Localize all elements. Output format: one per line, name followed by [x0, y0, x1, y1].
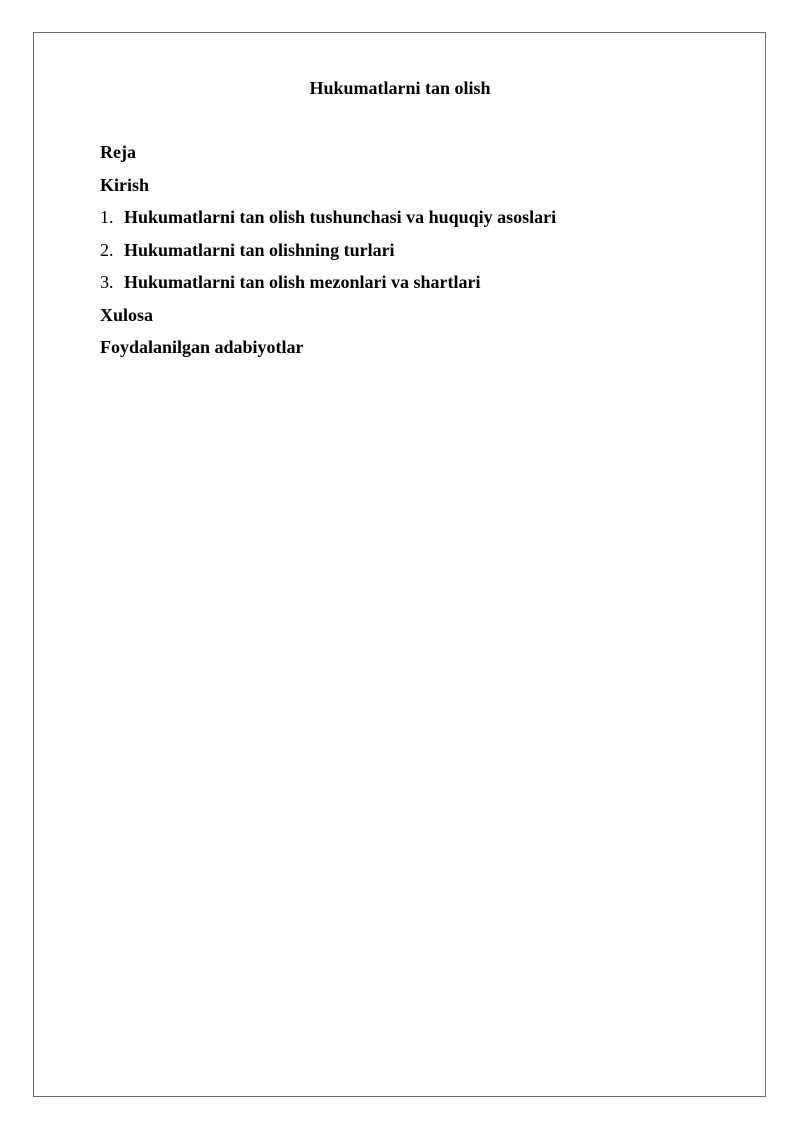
toc-item-section-2 [100, 239, 556, 261]
toc-item-references: Foydalanilgan adabiyotlar [100, 337, 304, 357]
table-of-contents [100, 141, 556, 369]
toc-item-section-1 [100, 206, 556, 228]
document-title: Hukumatlarni tan olish [309, 78, 491, 98]
section-title: Hukumatlarni tan olish tushunchasi va huquqiy asoslari [124, 207, 557, 227]
plan-heading: Reja [100, 142, 136, 162]
section-title: Hukumatlarni tan olish mezonlari va shartlari [124, 272, 481, 292]
toc-item-section-3 [100, 271, 556, 293]
toc-item-intro: Kirish [100, 174, 150, 195]
section-number: 1. [100, 207, 114, 227]
section-number: 3. [100, 272, 114, 292]
section-number: 2. [100, 239, 114, 260]
section-title: Hukumatlarni tan olishning turlari [124, 239, 395, 260]
toc-item-conclusion: Xulosa [100, 304, 154, 325]
